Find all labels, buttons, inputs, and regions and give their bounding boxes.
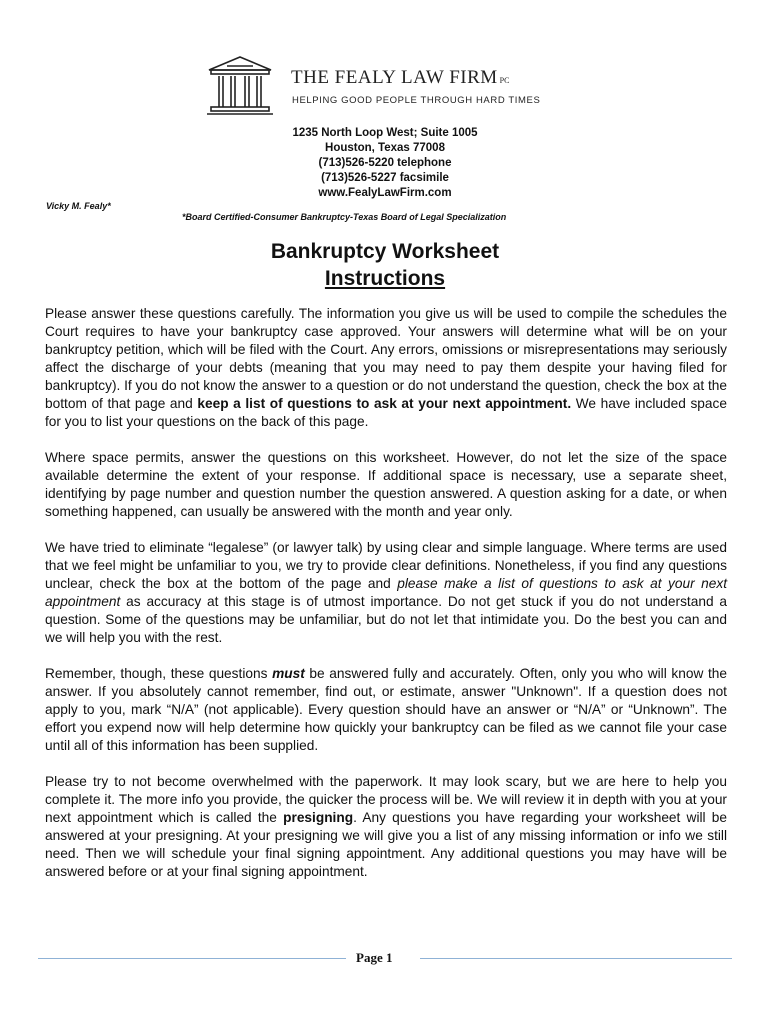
emphasis-keep-list: keep a list of questions to ask at your next appointment. bbox=[197, 396, 572, 411]
address-line: 1235 North Loop West; Suite 1005 bbox=[292, 127, 478, 139]
instructions-body bbox=[45, 305, 727, 899]
footer-rule-left bbox=[38, 958, 346, 959]
facsimile: (713)526-5227 facsimile bbox=[321, 172, 449, 184]
page-number: Page 1 bbox=[356, 950, 393, 965]
emphasis-presigning: presigning bbox=[283, 810, 354, 825]
website: www.FealyLawFirm.com bbox=[318, 187, 452, 199]
attorney-name: Vicky M. Fealy* bbox=[46, 201, 111, 211]
paragraph-presigning: Please try to not become overwhelmed with the paperwork. It may look scary, but we are here to help you complete it. The more info you provide, the quicker the process will be. We will review it in depth with you at your next appointment which is called the presigning. Any questions you have regarding your worksheet will be answered at your presigning. At your presigning we will give you a list of any missing information or info we still need. Then we will schedule your final signing appointment. Any additional questions you may have will be answered before or at your final signing appointment. bbox=[45, 774, 727, 879]
address-city: Houston, Texas 77008 bbox=[325, 142, 445, 154]
paragraph-intro: Please answer these questions carefully. The information you give us will be used to compile the schedules the Court requires to have your bankruptcy case approved. Your answers will determine what will be on your bankruptcy petition, which will be filed with the Court. Any errors, omissions or misrepresentations may seriously affect the discharge of your debts (meaning that you may need to pay them despite your having filed for bankruptcy). If you do not know the answer to a question or do not understand the question, check the box at the bottom of that page and keep a list of questions to ask at your next appointment. We have included space for you to list your questions on the back of this page. bbox=[45, 306, 727, 429]
paragraph-space: Where space permits, answer the questions on this worksheet. However, do not let the size of the space available determine the extent of your response. If additional space is necessary, use a separate sheet, identifying by page number and question number the question answered. A question asking for a date, or when something happened, can usually be answered with the month and year only. bbox=[45, 450, 727, 519]
footer-rule-right bbox=[420, 958, 732, 959]
page-subtitle: Instructions bbox=[324, 267, 446, 290]
certification-note: *Board Certified-Consumer Bankruptcy-Texas Board of Legal Specialization bbox=[182, 212, 507, 222]
law-firm-building-logo bbox=[205, 55, 275, 117]
paragraph-accuracy: Remember, though, these questions must be answered fully and accurately. Often, only you who will know the answer. If you absolutely cannot remember, find out, or estimate, answer "Unknown". If a question does not apply to you, mark “N/A” (not applicable). Every question should have an answer or “N/A” or “Unknown”. The effort you expend now will help determine how quickly your bankruptcy can be filed as we cannot file your case until all of this information has been supplied. bbox=[45, 666, 728, 753]
logo-pediment bbox=[209, 57, 271, 70]
firm-name: THE FEALY LAW FIRM PC bbox=[291, 67, 510, 88]
telephone: (713)526-5220 telephone bbox=[318, 157, 452, 169]
page-title: Bankruptcy Worksheet bbox=[270, 240, 500, 263]
firm-tagline: HELPING GOOD PEOPLE THROUGH HARD TIMES bbox=[292, 95, 541, 106]
emphasis-must: must bbox=[272, 666, 305, 681]
paragraph-legalese: We have tried to eliminate “legalese” (or lawyer talk) by using clear and simple language. Where terms are used that we feel might be unfamiliar to you, we try to provide clear definitions. Nonetheless, if you find any questions unclear, check the box at the bottom of the page and please make a list of questions to ask at your next appointment as accuracy at this stage is of utmost importance. Do not get stuck if you do not understand a question. Some of the questions may be unfamiliar, but do not let that intimidate you. Do the best you can and we will help you with the rest. bbox=[45, 540, 728, 645]
firm-suffix: PC bbox=[499, 76, 510, 85]
firm-address-block bbox=[0, 126, 770, 201]
emphasis-question-list: please make a list of questions to ask at your next appointment bbox=[45, 576, 728, 609]
